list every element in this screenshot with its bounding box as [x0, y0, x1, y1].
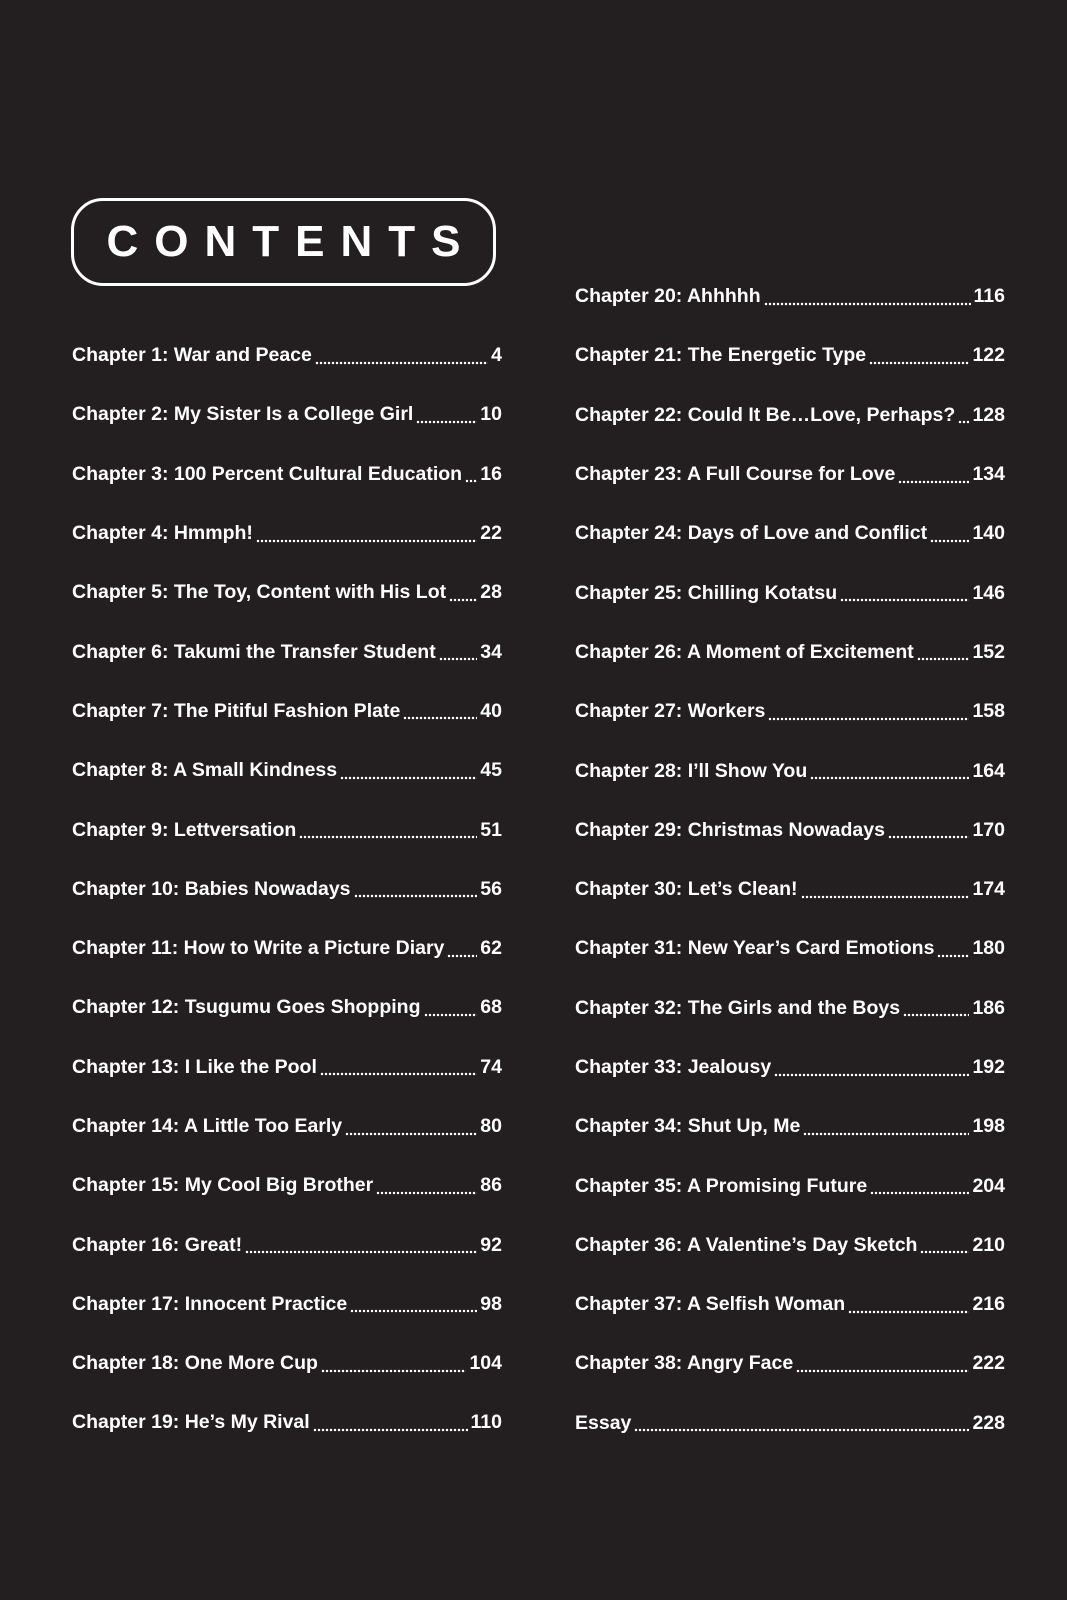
- toc-entry-title: Chapter 10: Babies Nowadays: [72, 877, 351, 900]
- toc-entry-page-number: 104: [469, 1352, 502, 1375]
- toc-left-column: [72, 326, 502, 1453]
- toc-entry[interactable]: [575, 563, 1005, 622]
- dot-leader: [424, 1013, 478, 1017]
- toc-entry-page-number: 170: [972, 818, 1005, 841]
- toc-entry[interactable]: [575, 682, 1005, 741]
- toc-entry-title: Chapter 31: New Year’s Card Emotions: [575, 937, 935, 960]
- dot-leader: [801, 895, 970, 899]
- toc-entry-title: Chapter 18: One More Cup: [72, 1352, 318, 1375]
- dot-leader: [465, 479, 477, 483]
- toc-entry[interactable]: [72, 385, 502, 444]
- dot-leader: [256, 539, 477, 543]
- toc-entry-page-number: 140: [972, 522, 1005, 545]
- toc-entry-title: Chapter 17: Innocent Practice: [72, 1292, 348, 1315]
- toc-entry-page-number: 51: [480, 818, 502, 841]
- toc-entry-title: Chapter 20: Ahhhhh: [575, 285, 761, 308]
- toc-entry-title: Chapter 1: War and Peace: [72, 344, 312, 367]
- toc-entry-page-number: 216: [972, 1293, 1005, 1316]
- toc-entry-title: Chapter 16: Great!: [72, 1233, 243, 1256]
- dot-leader: [840, 598, 969, 602]
- toc-entry[interactable]: [575, 1097, 1005, 1156]
- dot-leader: [345, 1132, 477, 1136]
- toc-entry-title: Chapter 37: A Selfish Woman: [575, 1293, 846, 1316]
- contents-title-box: [71, 198, 496, 286]
- toc-entry[interactable]: [575, 741, 1005, 800]
- toc-entry-title: Chapter 13: I Like the Pool: [72, 1055, 317, 1078]
- dot-leader: [774, 1073, 969, 1077]
- toc-entry-page-number: 16: [480, 462, 502, 485]
- toc-entry-page-number: 116: [973, 285, 1005, 308]
- toc-entry[interactable]: [72, 919, 502, 978]
- toc-entry-title: Chapter 21: The Energetic Type: [575, 344, 867, 367]
- dot-leader: [917, 657, 970, 661]
- toc-entry[interactable]: [575, 267, 1005, 326]
- dot-leader: [315, 361, 488, 365]
- toc-entry-title: Chapter 38: Angry Face: [575, 1352, 794, 1375]
- toc-entry-page-number: 222: [972, 1352, 1005, 1375]
- dot-leader: [320, 1072, 477, 1076]
- toc-entry-title: Chapter 4: Hmmph!: [72, 522, 253, 545]
- toc-entry[interactable]: [575, 1275, 1005, 1334]
- toc-entry-page-number: 122: [972, 344, 1005, 367]
- toc-entry[interactable]: [575, 386, 1005, 445]
- toc-entry[interactable]: [72, 445, 502, 504]
- toc-entry[interactable]: [575, 919, 1005, 978]
- dot-leader: [810, 776, 969, 780]
- toc-entry[interactable]: [72, 504, 502, 563]
- toc-entry-page-number: 98: [480, 1292, 502, 1315]
- toc-entry[interactable]: [575, 623, 1005, 682]
- toc-entry[interactable]: [575, 504, 1005, 563]
- toc-entry-title: Chapter 7: The Pitiful Fashion Plate: [72, 699, 401, 722]
- toc-entry-page-number: 128: [972, 403, 1005, 426]
- toc-entry-page-number: 22: [480, 522, 502, 545]
- toc-entry-title: Chapter 34: Shut Up, Me: [575, 1115, 801, 1138]
- dot-leader: [920, 1250, 969, 1254]
- toc-entry[interactable]: [575, 860, 1005, 919]
- toc-entry-page-number: 28: [480, 581, 502, 604]
- toc-entry-title: Essay: [575, 1411, 632, 1434]
- dot-leader: [848, 1310, 969, 1314]
- toc-entry-page-number: 10: [480, 403, 502, 426]
- dot-leader: [321, 1369, 467, 1373]
- toc-entry-title: Chapter 5: The Toy, Content with His Lot: [72, 581, 447, 604]
- dot-leader: [869, 361, 969, 365]
- toc-right-column: [575, 267, 1005, 1453]
- toc-entry-page-number: 34: [480, 640, 502, 663]
- toc-entry-page-number: 86: [480, 1174, 502, 1197]
- dot-leader: [350, 1309, 477, 1313]
- toc-entry-page-number: 210: [972, 1233, 1005, 1256]
- toc-entry[interactable]: [72, 1038, 502, 1097]
- toc-entry-title: Chapter 32: The Girls and the Boys: [575, 996, 901, 1019]
- toc-entry[interactable]: [72, 1334, 502, 1393]
- toc-entry-title: Chapter 15: My Cool Big Brother: [72, 1174, 374, 1197]
- dot-leader: [449, 598, 477, 602]
- toc-entry[interactable]: [575, 1156, 1005, 1215]
- dot-leader: [634, 1428, 969, 1432]
- toc-entry[interactable]: [72, 1275, 502, 1334]
- toc-entry-title: Chapter 25: Chilling Kotatsu: [575, 581, 838, 604]
- toc-entry[interactable]: [72, 1393, 502, 1452]
- toc-entry-page-number: 198: [972, 1115, 1005, 1138]
- toc-entry-page-number: 92: [480, 1233, 502, 1256]
- toc-entry-title: Chapter 11: How to Write a Picture Diary: [72, 937, 445, 960]
- toc-entry[interactable]: [72, 741, 502, 800]
- toc-entry-page-number: 134: [972, 463, 1005, 486]
- dot-leader: [768, 717, 969, 721]
- toc-entry[interactable]: [575, 979, 1005, 1038]
- dot-leader: [888, 835, 970, 839]
- toc-entry[interactable]: [72, 622, 502, 681]
- toc-entry[interactable]: [72, 860, 502, 919]
- dot-leader: [354, 894, 478, 898]
- toc-entry-page-number: 186: [972, 996, 1005, 1019]
- dot-leader: [439, 657, 478, 661]
- toc-entry-title: Chapter 2: My Sister Is a College Girl: [72, 403, 414, 426]
- dot-leader: [937, 954, 969, 958]
- toc-entry-page-number: 152: [972, 640, 1005, 663]
- toc-entry[interactable]: [575, 1038, 1005, 1097]
- toc-entry-title: Chapter 6: Takumi the Transfer Student: [72, 640, 436, 663]
- toc-entry-title: Chapter 14: A Little Too Early: [72, 1115, 343, 1137]
- dot-leader: [903, 1013, 969, 1017]
- toc-entry[interactable]: [72, 1097, 502, 1156]
- toc-entry-page-number: 228: [972, 1411, 1005, 1434]
- toc-entry-title: Chapter 9: Lettversation: [72, 818, 297, 841]
- toc-entry-page-number: 164: [972, 759, 1005, 782]
- toc-entry-title: Chapter 24: Days of Love and Conflict: [575, 522, 928, 545]
- toc-entry-page-number: 180: [972, 937, 1005, 960]
- toc-entry[interactable]: [72, 1156, 502, 1215]
- toc-entry-page-number: 56: [480, 877, 502, 900]
- toc-entry-title: Chapter 27: Workers: [575, 700, 766, 723]
- toc-entry[interactable]: [72, 978, 502, 1037]
- dot-leader: [764, 302, 971, 306]
- toc-entry-page-number: 110: [470, 1411, 502, 1434]
- dot-leader: [403, 716, 477, 720]
- toc-entry-page-number: 62: [480, 937, 502, 960]
- toc-entry-title: Chapter 12: Tsugumu Goes Shopping: [72, 996, 421, 1019]
- dot-leader: [447, 954, 477, 958]
- dot-leader: [313, 1428, 468, 1432]
- toc-entry[interactable]: [72, 326, 502, 385]
- dot-leader: [299, 835, 477, 839]
- toc-entry-title: Chapter 19: He’s My Rival: [72, 1411, 310, 1434]
- toc-entry-page-number: 74: [480, 1055, 502, 1078]
- toc-entry-title: Chapter 8: A Small Kindness: [72, 759, 338, 782]
- toc-entry[interactable]: [575, 445, 1005, 504]
- toc-entry-title: Chapter 28: I’ll Show You: [575, 759, 808, 782]
- toc-entry-title: Chapter 33: Jealousy: [575, 1056, 772, 1078]
- toc-entry-page-number: 158: [972, 700, 1005, 723]
- toc-entry[interactable]: [72, 800, 502, 859]
- dot-leader: [340, 776, 477, 780]
- dot-leader: [416, 420, 477, 424]
- dot-leader: [958, 420, 969, 424]
- dot-leader: [803, 1132, 969, 1136]
- dot-leader: [930, 539, 969, 543]
- toc-entry-page-number: 68: [480, 996, 502, 1019]
- toc-entry-title: Chapter 3: 100 Percent Cultural Education: [72, 462, 463, 485]
- toc-entry-page-number: 4: [491, 344, 502, 367]
- page-title: CONTENTS: [106, 217, 477, 266]
- toc-entry-page-number: 204: [972, 1174, 1005, 1197]
- toc-entry-title: Chapter 29: Christmas Nowadays: [575, 818, 885, 841]
- toc-entry-page-number: 45: [480, 759, 502, 782]
- toc-entry-title: Chapter 23: A Full Course for Love: [575, 463, 896, 486]
- toc-entry-title: Chapter 22: Could It Be…Love, Perhaps?: [575, 403, 956, 426]
- toc-entry-page-number: 192: [972, 1056, 1005, 1078]
- dot-leader: [245, 1250, 477, 1254]
- toc-entry[interactable]: [72, 563, 502, 622]
- toc-entry[interactable]: [575, 801, 1005, 860]
- toc-entry-title: Chapter 35: A Promising Future: [575, 1174, 868, 1197]
- dot-leader: [376, 1191, 477, 1195]
- toc-entry[interactable]: [72, 1215, 502, 1274]
- toc-entry-page-number: 80: [480, 1115, 502, 1137]
- dot-leader: [898, 480, 969, 484]
- dot-leader: [870, 1191, 969, 1195]
- toc-entry-title: Chapter 30: Let’s Clean!: [575, 878, 798, 901]
- dot-leader: [796, 1369, 969, 1373]
- toc-entry-title: Chapter 36: A Valentine’s Day Sketch: [575, 1233, 918, 1256]
- toc-entry-page-number: 174: [972, 878, 1005, 901]
- toc-entry-title: Chapter 26: A Moment of Excitement: [575, 640, 914, 663]
- toc-entry-page-number: 40: [480, 699, 502, 722]
- toc-entry[interactable]: [72, 682, 502, 741]
- toc-entry-page-number: 146: [972, 581, 1005, 604]
- toc-entry[interactable]: [575, 1334, 1005, 1393]
- toc-entry[interactable]: [575, 326, 1005, 385]
- toc-entry[interactable]: [575, 1216, 1005, 1275]
- toc-entry[interactable]: [575, 1394, 1005, 1453]
